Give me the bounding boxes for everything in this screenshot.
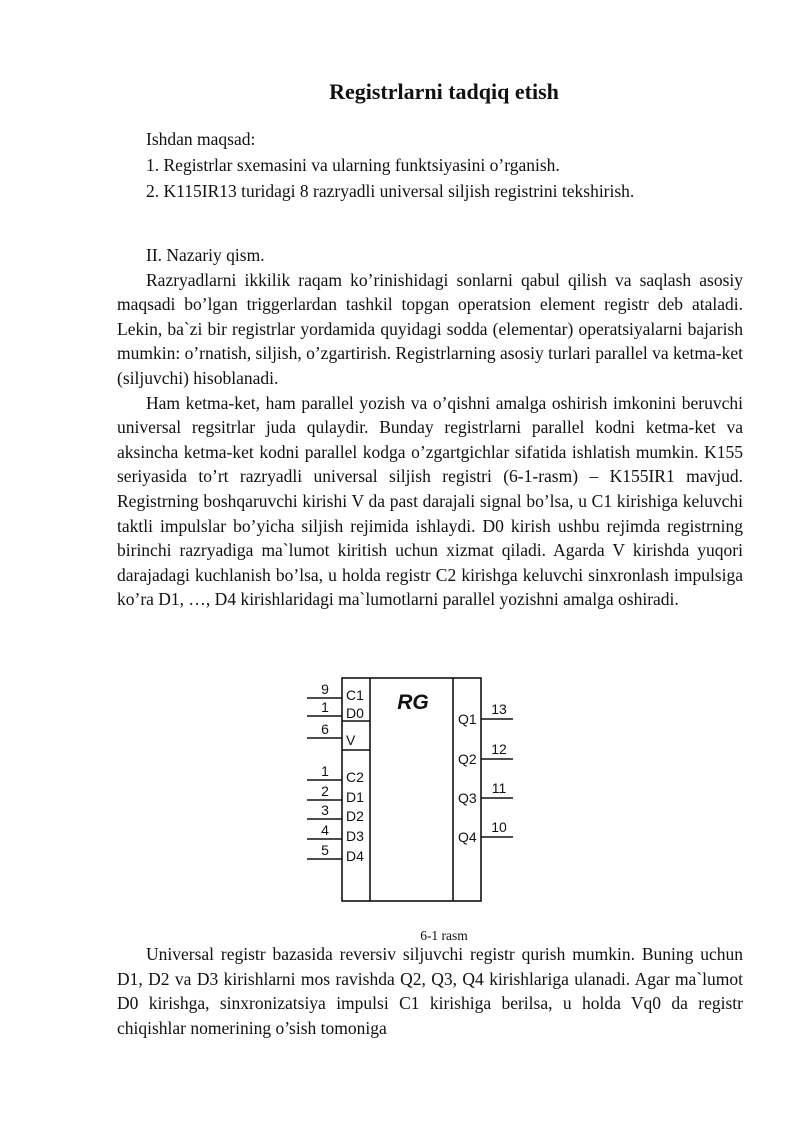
input-pin-number: 4 (321, 822, 329, 838)
input-pin-name: D4 (346, 848, 364, 864)
output-pin-number: 12 (491, 741, 507, 757)
paragraph: Universal registr bazasida reversiv siljuvchi registr qurish mumkin. Buning uchun D1, D2 va D3 kirishlarni mos ravishda Q2, Q3, Q4 kirishlariga ulanadi. Agar ma`lumot D0 kirishga, sinxronizatsiya impulsi C1 kirishiga berilsa, u holda Vq0 da registr chiqishlar nomerining o’sish tomoniga (117, 944, 743, 1038)
paragraph: Razryadlarni ikkilik raqam ko’rinishidagi sonlarni qabul qilish va saqlash asosiy maqsadi bo’lgan triggerlardan tashkil topgan operatsion element registr deb ataladi. Lekin, ba`zi bir registrlar yordamida quyidagi sodda (elementar) operatsiyalarni bajarish mumkin: o’rnatish, siljish, o’zgartirish. Registrlarning asosiy turlari parallel va ketma-ket (siljuvchi) hisoblanadi. (117, 269, 743, 388)
output-pin-name: Q3 (458, 790, 477, 806)
output-pin-number: 10 (491, 819, 507, 835)
theory-section (117, 243, 743, 612)
input-pin-number: 9 (321, 681, 329, 697)
input-pin-name: C2 (346, 769, 364, 785)
input-pin-number: 1 (321, 763, 329, 779)
figure-caption: 6-1 rasm (420, 928, 468, 943)
output-pin-number: 11 (491, 780, 507, 796)
register-symbol (0, 670, 800, 910)
input-pin-number: 3 (321, 802, 329, 818)
register-diagram (0, 670, 800, 910)
goals-heading: Ishdan maqsad: (146, 129, 256, 149)
paragraph: Ham ketma-ket, ham parallel yozish va o’qishni amalga oshirish imkonini beruvchi universal regsitrlar juda qulaydir. Bunday registrlarni parallel kodni ketma-ket va aksincha ketma-ket kodni parallel kodga o’zgartgichlar sifatida ishlatish mumkin. K155 seriyasida to’rt razryadli universal siljish registri (6-1-rasm) – K155IR1 mavjud. Registrning boshqaruvchi kirishi V da past darajali signal bo’lsa, u C1 kirishiga keluvchi taktli impulslar bo’yicha siljish rejimida ishlaydi. D0 kirish ushbu rejimda registrning birinchi razryadiga ma`lumot kiritish uchun xizmat qiladi. Agarda V kirishda yuqori darajadagi kuchlanish bo’lsa, u holda registr C2 kirishga keluvchi sinxronlash impulsiga ko’ra D1, …, D4 kirishlaridagi ma`lumotlarni parallel yozishni amalga oshiradi. (117, 392, 743, 610)
continuation-section (117, 942, 743, 1040)
input-pin-number: 1 (321, 699, 329, 715)
goals-block (146, 126, 766, 204)
input-pin-name: D1 (346, 789, 364, 805)
output-pin-name: Q4 (458, 829, 477, 845)
input-pin-number: 5 (321, 842, 329, 858)
section-heading: II. Nazariy qism. (146, 245, 265, 265)
input-pin-name: D2 (346, 808, 364, 824)
page-title: Registrlarni tadqiq etish (329, 79, 559, 104)
input-pin-name: D3 (346, 828, 364, 844)
input-pin-number: 2 (321, 783, 329, 799)
goal-item-2: 2. K115IR13 turidagi 8 razryadli universal siljish registrini tekshirish. (146, 181, 635, 201)
goal-item-1: 1. Registrlar sxemasini va ularning funktsiyasini o’rganish. (146, 155, 560, 175)
input-pin-name: C1 (346, 687, 364, 703)
input-pin-name: V (346, 732, 356, 748)
input-pin-name: D0 (346, 705, 364, 721)
output-pin-number: 13 (491, 701, 507, 717)
output-pin-name: Q2 (458, 751, 477, 767)
chip-label: RG (397, 691, 429, 714)
output-pin-name: Q1 (458, 711, 477, 727)
input-pin-number: 6 (321, 721, 329, 737)
